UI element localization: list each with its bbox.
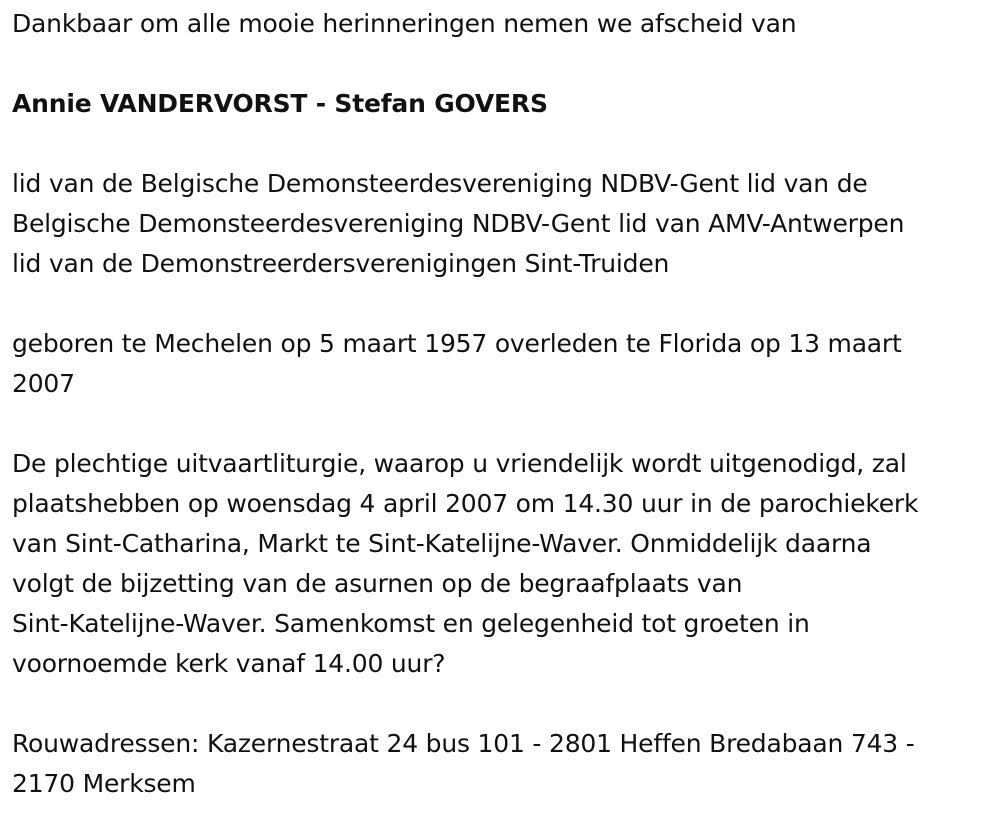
membership-line: lid van de Demonstreerdersverenigingen Sint-Truiden bbox=[12, 249, 670, 278]
funeral-line: plaatshebben op woensdag 4 april 2007 om 14.30 uur in de parochiekerk bbox=[12, 489, 919, 518]
funeral-line: volgt de bijzetting van de asurnen op de begraafplaats van bbox=[12, 569, 743, 598]
names-line: Annie VANDERVORST - Stefan GOVERS bbox=[12, 89, 548, 118]
life-dates-line: 2007 bbox=[12, 369, 75, 398]
funeral-line: De plechtige uitvaartliturgie, waarop u vriendelijk wordt uitgenodigd, zal bbox=[12, 449, 907, 478]
address-line: Rouwadressen: Kazernestraat 24 bus 101 - 2801 Heffen Bredabaan 743 - bbox=[12, 729, 915, 758]
addresses-paragraph bbox=[12, 724, 987, 804]
address-line: 2170 Merksem bbox=[12, 769, 196, 798]
funeral-line: voornoemde kerk vanaf 14.00 uur? bbox=[12, 649, 446, 678]
funeral-details-paragraph bbox=[12, 444, 987, 684]
intro-line: Dankbaar om alle mooie herinneringen nemen we afscheid van bbox=[12, 9, 797, 38]
life-dates-line: geboren te Mechelen op 5 maart 1957 overleden te Florida op 13 maart bbox=[12, 329, 902, 358]
intro-text bbox=[12, 4, 987, 44]
death-notice bbox=[12, 4, 987, 804]
funeral-line: van Sint-Catharina, Markt te Sint-Katelijne-Waver. Onmiddelijk daarna bbox=[12, 529, 872, 558]
membership-line: lid van de Belgische Demonsteerdesvereniging NDBV-Gent lid van de bbox=[12, 169, 868, 198]
memberships-paragraph bbox=[12, 164, 987, 284]
life-dates-paragraph bbox=[12, 324, 987, 404]
deceased-names bbox=[12, 84, 987, 124]
membership-line: Belgische Demonsteerdesvereniging NDBV-Gent lid van AMV-Antwerpen bbox=[12, 209, 905, 238]
funeral-line: Sint-Katelijne-Waver. Samenkomst en gelegenheid tot groeten in bbox=[12, 609, 810, 638]
